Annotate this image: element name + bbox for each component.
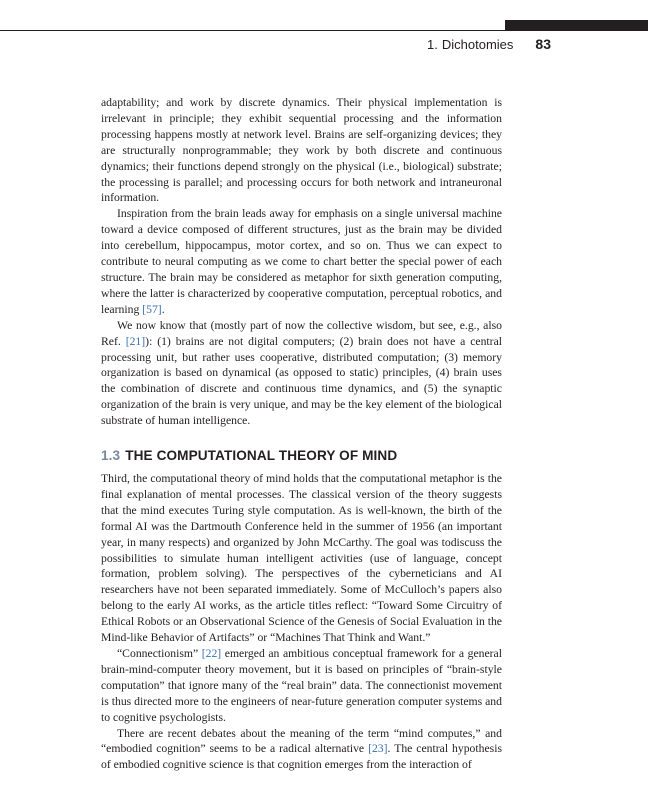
paragraph-3-text: ): (1) brains are not digital computers; (2) brain does not have a central processing unit, but rather uses cooperative, distributed computation; (3) memory organization is based on dynamical (as opposed to static) principles, (4) brain uses the combination of discrete and continuous time dynamics, and (5) the synaptic organization of the brain is very unique, and may be the key element of the biological substrate of human intelligence. <box>101 334 503 428</box>
chapter-number: 1. <box>427 37 438 52</box>
paragraph-2-text: Inspiration from the brain leads away for emphasis on a single universal machine toward a device composed of different structures, just as the brain may be divided into cerebellum, hippocampus, motor cortex, and so on. Thus we can expect to contribute to neural computing as we come to chart better the special power of each structure. The brain may be considered as metaphor for sixth generation computing, where the latter is characterized by cooperative computation, perceptual robotics, and learning <box>101 207 502 316</box>
citation-22[interactable]: [22] <box>201 647 222 660</box>
paragraph-3-start: We now know that (mostly part of now the collective wisdom, but see, e.g., also Ref. <box>101 318 502 348</box>
paragraph-2-end: . <box>161 302 165 316</box>
paragraph-5 <box>101 646 502 726</box>
paragraph-4: Third, the computational theory of mind holds that the computational metaphor is the final explanation of mental processes. The classical version of the theory suggests that the mind executes Turing style computation. As is well-known, the birth of the formal AI was the Dartmouth Conference held in the summer of 1956 (an important year, in many respects) and organized by John McCarthy. The goal was todiscuss the possibilities to simulate human intelligent activities (use of language, concept formation, problem solving). The perspectives of the cyberneticians and AI researchers have not been separated immediately. Some of McCulloch’s papers also belong to the early AI works, as the article titles reflect: “Toward Some Circuitry of Ethical Robots or an Observational Science of the Genesis of Social Evaluation in the Mind-like Behavior of Artifacts” or “Machines That Think and Want.” <box>101 472 502 645</box>
citation-21[interactable]: [21] <box>125 334 146 348</box>
paragraph-6-text: . The central hypothesis of embodied cognitive science is that cognition emerges from the interaction of <box>101 742 503 772</box>
body-text <box>101 95 502 773</box>
paragraph-5-text: emerged an ambitious conceptual framework for a general brain-mind-computer theory movement, but it is based on principles of “brain-style computation” that ignore many of the “real brain” data. The connectionist movement is thus directed more to the engineers of near-future generation computer systems and to cognitive psychologists. <box>101 647 502 724</box>
paragraph-1: adaptability; and work by discrete dynamics. Their physical implementation is irrelevant in principle; they exhibit sequential processing and the information processing happens mostly at network level. Brains are self-organizing devices; they are structurally nonprogrammable; they work by both discrete and continuous dynamics; their functions depend strongly on the physical (i.e., biological) substrate; the processing is parallel; and processing occurs for both network and intraneuronal information. <box>101 96 502 205</box>
running-head <box>427 36 551 54</box>
paragraph-6 <box>101 726 502 774</box>
citation-57[interactable]: [57] <box>142 302 162 316</box>
paragraph-5-start: “Connectionism” <box>117 647 202 660</box>
citation-23[interactable]: [23] <box>368 742 388 756</box>
paragraph-3 <box>101 318 502 429</box>
header-rule <box>0 30 648 31</box>
section-number: 1.3 <box>101 448 121 464</box>
section-heading <box>101 445 502 467</box>
section-title: THE COMPUTATIONAL THEORY OF MIND <box>125 448 398 464</box>
chapter-title: Dichotomies <box>441 37 514 52</box>
page-number: 83 <box>535 36 551 52</box>
paragraph-6-start: There are recent debates about the meaning of the term “mind computes,” and “embodied cognition” seems to be a radical alternative <box>101 726 502 756</box>
paragraph-2 <box>101 206 502 317</box>
header-bar <box>505 20 648 30</box>
